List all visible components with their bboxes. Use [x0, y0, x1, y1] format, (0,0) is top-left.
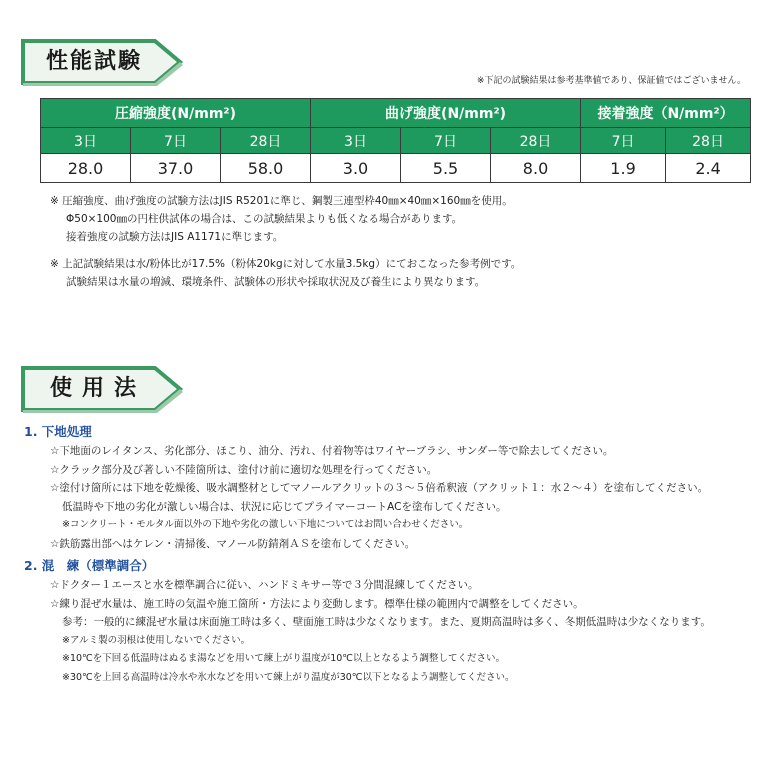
section-tag-usage — [20, 365, 185, 413]
group-header-flexural: 曲げ強度(N/mm²) — [311, 99, 581, 128]
note-line: ※ 上記試験結果は水/粉体比が17.5%（粉体20kgに対して水量3.5kg）にておこなった参考例です。 — [50, 258, 522, 270]
instruction-line: 低温時や下地の劣化が激しい場合は、状況に応じてプライマーコートACを塗布してください。 — [62, 500, 507, 513]
note-line: ※ 圧縮強度、曲げ強度の試験方法はJIS R5201に準じ、鋼製三連型枠40㎜×40㎜×160㎜を使用。 — [50, 195, 513, 207]
instruction-line: ※30℃を上回る高温時は冷水や氷水などを用いて練上がり温度が30℃以下となるよう調整してください。 — [62, 671, 515, 683]
value-cell: 1.9 — [581, 154, 666, 183]
section-title: 使用法 — [50, 376, 147, 401]
subheader-cell: 7日 — [401, 128, 491, 154]
instruction-line: ☆鉄筋露出部へはケレン・清掃後、マノール防錆剤ＡＳを塗布してください。 — [50, 537, 416, 550]
value-cell: 5.5 — [401, 154, 491, 183]
group-header-adhesion: 接着強度（N/mm²） — [581, 99, 751, 128]
instruction-line: ☆ドクター１エースと水を標準調合に従い、ハンドミキサー等で３分間混練してください。 — [50, 579, 479, 591]
section-tag-performance — [20, 38, 185, 86]
value-cell: 58.0 — [221, 154, 311, 183]
subheader-cell: 7日 — [131, 128, 221, 154]
value-cell: 3.0 — [311, 154, 401, 183]
note-line: Φ50×100㎜の円柱供試体の場合は、この試験結果よりも低くなる場合があります。 — [66, 213, 463, 225]
performance-table — [40, 98, 751, 183]
usage-step-mixing — [24, 556, 711, 687]
note-line: 接着強度の試験方法はJIS A1171に準じます。 — [66, 231, 284, 243]
instruction-line: ☆塗付け箇所には下地を乾燥後、吸水調整材としてマノールアクリットの３～５倍希釈液（アクリット１：水２～４）を塗布してください。 — [50, 482, 709, 494]
subheader-cell: 3日 — [41, 128, 131, 154]
subheader-cell: 28日 — [666, 128, 751, 154]
value-cell: 2.4 — [666, 154, 751, 183]
instruction-line: ☆クラック部分及び著しい不陸箇所は、塗付け前に適切な処理を行ってください。 — [50, 463, 438, 476]
group-header-compressive: 圧縮強度(N/mm²) — [41, 99, 311, 128]
instruction-line: ※コンクリート・モルタル面以外の下地や劣化の激しい下地についてはお問い合わせください。 — [62, 519, 469, 530]
table-value-row — [41, 154, 751, 183]
step-heading: 1. 下地処理 — [24, 424, 92, 439]
value-cell: 37.0 — [131, 154, 221, 183]
note-line: 試験結果は水量の増減、環境条件、試験体の形状や採取状況及び養生により異なります。 — [66, 276, 486, 288]
disclaimer-note: ※下記の試験結果は参考基準値であり、保証値ではございません。 — [476, 76, 746, 86]
table-group-header-row — [41, 99, 751, 128]
instruction-line: ※アルミ製の羽根は使用しないでください。 — [62, 634, 251, 646]
table-subheader-row — [41, 128, 751, 154]
section-title: 性能試験 — [46, 49, 143, 74]
instruction-line: ※10℃を下回る低温時はぬるま湯などを用いて練上がり温度が10℃以上となるよう調整してください。 — [62, 653, 505, 664]
usage-step-substrate — [24, 422, 708, 553]
subheader-cell: 28日 — [491, 128, 581, 154]
instruction-line: ☆練り混ぜ水量は、施工時の気温や施工箇所・方法により変動します。標準仕様の範囲内で調整をしてください。 — [50, 597, 584, 610]
subheader-cell: 3日 — [311, 128, 401, 154]
value-cell: 28.0 — [41, 154, 131, 183]
subheader-cell: 7日 — [581, 128, 666, 154]
test-method-notes — [50, 192, 513, 246]
instruction-line: ☆下地面のレイタンス、劣化部分、ほこり、油分、汚れ、付着物等はワイヤーブラシ、サンダー等で除去してください。 — [50, 445, 614, 457]
subheader-cell: 28日 — [221, 128, 311, 154]
test-condition-notes — [50, 255, 521, 291]
instruction-line: 参考：一般的に練混ぜ水量は床面施工時は多く、壁面施工時は少なくなります。また、夏期高温時は多く、冬期低温時は少なくなります。 — [62, 616, 711, 628]
value-cell: 8.0 — [491, 154, 581, 183]
step-heading: 2. 混 練（標準調合） — [24, 558, 155, 573]
